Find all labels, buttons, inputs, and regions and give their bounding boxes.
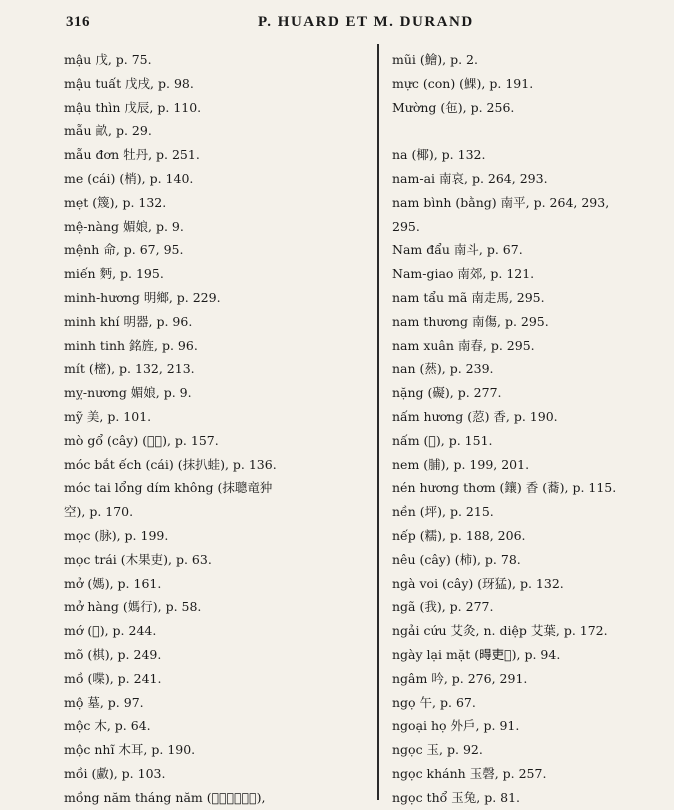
index-entry: mỵ-nương 媚娘, p. 9. bbox=[64, 385, 192, 401]
index-entry: mỹ 美, p. 101. bbox=[64, 408, 152, 424]
index-entry: minh-hương 明鄉, p. 229. bbox=[64, 289, 221, 305]
index-entry: mò gổ (cây) (𣘃槙), p. 157. bbox=[64, 432, 219, 448]
index-entry: Nam-giao 南郊, p. 121. bbox=[392, 266, 535, 282]
index-entry: mọc trái (木果吏), p. 63. bbox=[64, 551, 212, 567]
index-entry: ngải cứu 艾灸, n. diệp 艾葉, p. 172. bbox=[392, 623, 608, 639]
index-entry: nam-ai 南哀, p. 264, 293. bbox=[392, 170, 548, 186]
index-entry: ngọc khánh 玉磬, p. 257. bbox=[392, 765, 547, 781]
index-entry: minh khí 明器, p. 96. bbox=[64, 313, 193, 329]
index-entry: miến 麪, p. 195. bbox=[64, 266, 164, 282]
index-entry: na (椰), p. 132. bbox=[392, 147, 486, 163]
index-entry: mồi (䱷), p. 103. bbox=[64, 765, 166, 781]
index-entry: nền (坪), p. 215. bbox=[392, 504, 494, 520]
index-entry: nấm hương (荵) 香, p. 190. bbox=[392, 408, 558, 424]
index-entry: móc tai lổng dím không (抹聰竜狆 bbox=[64, 480, 273, 496]
index-entry: ngà voi (cây) (玡猛), p. 132. bbox=[392, 575, 564, 591]
index-entry: mõ (棋), p. 249. bbox=[64, 646, 162, 662]
index-column-left bbox=[64, 48, 370, 810]
index-entry: mậu thìn 戊辰, p. 110. bbox=[64, 99, 202, 115]
index-entry: nấm (𦹳), p. 151. bbox=[392, 432, 493, 448]
index-entry: nam bình (bằng) 南平, p. 264, 293, bbox=[392, 194, 610, 210]
index-entry: mệnh 命, p. 67, 95. bbox=[64, 242, 184, 258]
index-entry: mớ (𦲾), p. 244. bbox=[64, 623, 157, 639]
index-entry: mở hàng (媽行), p. 58. bbox=[64, 599, 202, 615]
index-entry: mẫu đơn 牡丹, p. 251. bbox=[64, 147, 200, 163]
index-entry: mũi (鱠), p. 2. bbox=[392, 52, 478, 67]
index-entry: ngoại họ 外戶, p. 91. bbox=[392, 718, 520, 734]
index-entry-continuation: 295. bbox=[392, 218, 420, 234]
index-entry: mộc nhĩ 木耳, p. 190. bbox=[64, 742, 196, 758]
index-entry: nam xuân 南春, p. 295. bbox=[392, 337, 535, 353]
index-entry: nếp (糯), p. 188, 206. bbox=[392, 527, 526, 543]
index-entry: nêu (cây) (柿), p. 78. bbox=[392, 551, 521, 567]
index-entry: mệ-nàng 媚娘, p. 9. bbox=[64, 218, 184, 234]
index-column-right bbox=[392, 48, 674, 810]
index-entry: mực (con) (𩸄), p. 191. bbox=[392, 75, 534, 91]
index-entry: mở (媽), p. 161. bbox=[64, 575, 162, 591]
index-entry: nam thương 南傷, p. 295. bbox=[392, 313, 549, 329]
index-entry: ngọc 玉, p. 92. bbox=[392, 742, 483, 758]
index-entry: ngọc thổ 玉兔, p. 81. bbox=[392, 789, 521, 805]
page-number: 316 bbox=[66, 14, 90, 30]
section-gap bbox=[392, 119, 674, 143]
index-entry: mít (樒), p. 132, 213. bbox=[64, 361, 195, 377]
index-entry: nam tẩu mã 南走馬, 295. bbox=[392, 289, 545, 305]
index-entry-continuation: 空), p. 170. bbox=[64, 504, 134, 520]
index-entry: me (cái) (梢), p. 140. bbox=[64, 170, 194, 186]
index-entry: Mường (㐌), p. 256. bbox=[392, 99, 515, 115]
index-entry: mồng năm tháng năm (𣎃南五𦚐南五), bbox=[64, 789, 266, 805]
index-entry: mẫu 畝, p. 29. bbox=[64, 123, 152, 139]
index-entry: minh tinh 銘旌, p. 96. bbox=[64, 337, 198, 353]
index-entry: nem (脯), p. 199, 201. bbox=[392, 456, 530, 472]
index-entry: nan (䔳), p. 239. bbox=[392, 361, 494, 377]
index-entry: nén hương thơm (鑲) 香 (蕎), p. 115. bbox=[392, 480, 617, 496]
index-entry: Nam đẩu 南斗, p. 67. bbox=[392, 242, 523, 258]
index-entry: mọc (脉), p. 199. bbox=[64, 527, 169, 543]
index-entry: mồ (喋), p. 241. bbox=[64, 670, 162, 686]
running-head: P. HUARD ET M. DURAND bbox=[258, 14, 474, 30]
index-entry: mậu tuất 戊戌, p. 98. bbox=[64, 75, 194, 91]
index-entry: mộc 木, p. 64. bbox=[64, 718, 151, 734]
index-entry: nặng (礙), p. 277. bbox=[392, 385, 502, 401]
index-entry: ngọ 午, p. 67. bbox=[392, 694, 476, 710]
column-divider bbox=[377, 44, 379, 800]
index-entry: ngã (我), p. 277. bbox=[392, 599, 494, 615]
index-entry: ngày lại mặt (𣈜吏𦎛), p. 94. bbox=[392, 646, 561, 662]
index-entry: mộ 墓, p. 97. bbox=[64, 694, 144, 710]
index-entry: mẹt (篾), p. 132. bbox=[64, 194, 167, 210]
index-entry: ngâm 吟, p. 276, 291. bbox=[392, 670, 528, 686]
index-entry: móc bắt ếch (cái) (抹扒蛙), p. 136. bbox=[64, 456, 277, 472]
page-header bbox=[0, 12, 674, 38]
index-entry: mậu 戊, p. 75. bbox=[64, 52, 152, 67]
